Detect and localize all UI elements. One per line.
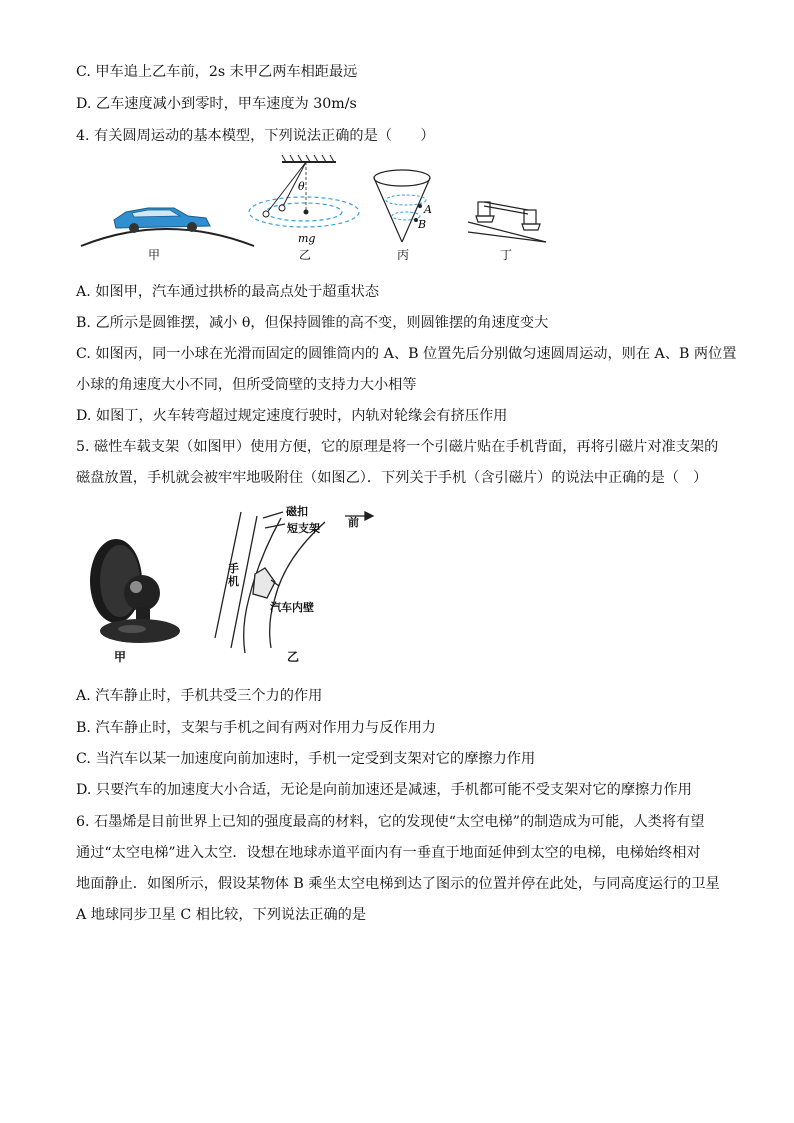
- q3-option-d: D. 乙车速度减小到零时，甲车速度为 30m/s: [76, 96, 357, 112]
- q4-option-d: D. 如图丁，火车转弯超过规定速度行驶时，内轨对轮缘会有挤压作用: [76, 408, 508, 424]
- fig4-caption-jia: 甲: [148, 248, 161, 262]
- fig5-caption-yi: 乙: [287, 650, 300, 664]
- fig4-train-track: [468, 202, 546, 242]
- fig5-label-neibi: 汽车内壁: [270, 601, 314, 614]
- q3-option-c: C. 甲车追上乙车前，2s 末甲乙两车相距最远: [76, 64, 358, 80]
- q5-stem-line2: 磁盘放置，手机就会被牢牢地吸附住（如图乙）．下列关于手机（含引磁片）的说法中正确的是（ ）: [76, 470, 708, 486]
- fig5-label-qian: 前: [348, 516, 359, 529]
- q5-option-b: B. 汽车静止时，支架与手机之间有两对作用力与反作用力: [76, 720, 436, 736]
- q5-option-a: A. 汽车静止时，手机共受三个力的作用: [76, 688, 323, 704]
- fig5-label-duanzhijia: 短支架: [287, 522, 320, 535]
- fig4-car-on-bridge: [81, 208, 254, 246]
- fig4-point-a: A: [424, 203, 432, 216]
- q5-option-c: C. 当汽车以某一加速度向前加速时，手机一定受到支架对它的摩擦力作用: [76, 751, 536, 767]
- fig4-cone: [374, 170, 430, 242]
- fig4-point-b: B: [418, 218, 427, 231]
- q6-stem-line4: A 地球同步卫星 C 相比较，下列说法正确的是: [76, 907, 367, 923]
- fig5-label-shouji: 手机: [228, 562, 239, 588]
- q4-option-c-line1: C. 如图丙，同一小球在光滑而固定的圆锥筒内的 A、B 位置先后分别做匀速圆周运动，则在 A、B 两位置: [76, 346, 737, 362]
- q5-option-d: D. 只要汽车的加速度大小合适，无论是向前加速还是减速，手机都可能不受支架对它的摩擦力作用: [76, 782, 692, 798]
- q4-option-c-line2: 小球的角速度大小不同，但所受筒壁的支持力大小相等: [76, 377, 417, 393]
- q4-option-b: B. 乙所示是圆锥摆，减小 θ，但保持圆锥的高不变，则圆锥摆的角速度变大: [76, 315, 549, 331]
- q6-stem-line1: 6. 石墨烯是目前世界上已知的强度最高的材料，它的发现使“太空电梯”的制造成为可能，人类将有望: [76, 814, 705, 830]
- fig5-caption-jia: 甲: [114, 650, 127, 664]
- fig5-label-cikou: 磁扣: [286, 505, 308, 518]
- fig4-caption-ding: 丁: [500, 248, 513, 262]
- fig4-theta-label: θ: [298, 180, 305, 193]
- q4-stem: 4. 有关圆周运动的基本模型，下列说法正确的是（ ）: [76, 128, 435, 144]
- magnetic-holder-image: [80, 535, 180, 650]
- fig4-caption-bing: 丙: [397, 248, 410, 262]
- fig4-caption-yi: 乙: [299, 248, 312, 262]
- q5-stem-line1: 5. 磁性车载支架（如图甲）使用方便，它的原理是将一个引磁片贴在手机背面，再将引磁片对准支架的: [76, 439, 719, 455]
- q4-option-a: A. 如图甲，汽车通过拱桥的最高点处于超重状态: [76, 284, 380, 300]
- fig4-mg-label: mg: [298, 232, 316, 245]
- q6-stem-line3: 地面静止．如图所示，假设某物体 B 乘坐太空电梯到达了图示的位置并停在此处，与同高度运行的卫星: [76, 876, 720, 892]
- q6-stem-line2: 通过“太空电梯”进入太空．设想在地球赤道平面内有一垂直于地面延伸到太空的电梯，电梯始终相对: [76, 845, 701, 861]
